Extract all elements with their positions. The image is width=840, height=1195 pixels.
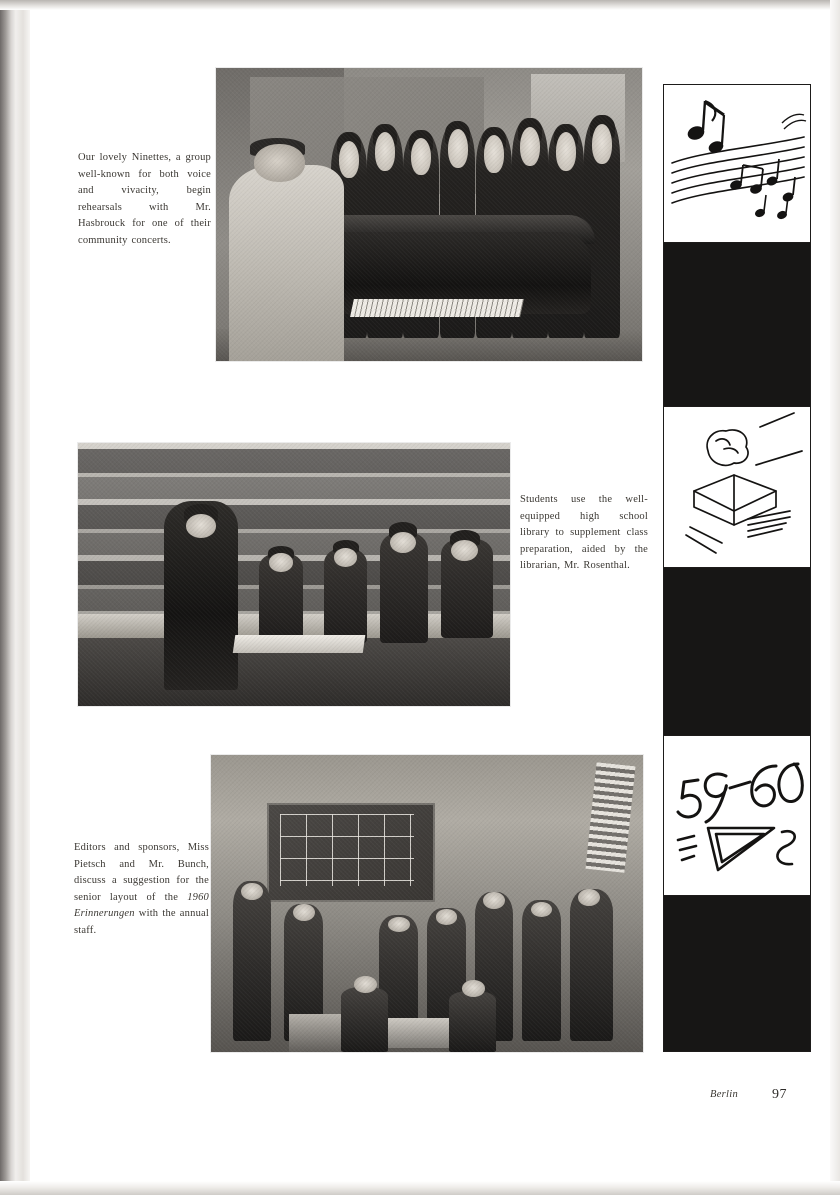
caption-editors xyxy=(74,840,209,939)
caption-library: Students use the well-equipped high school library to supplement class preparation, aided by the librarian, Mr. Rosenthal. xyxy=(520,494,648,571)
scan-edge-left xyxy=(0,0,16,1195)
black-panel-3 xyxy=(664,896,810,1051)
black-panel-1 xyxy=(664,243,810,407)
yearbook-59-60-drawing xyxy=(664,736,810,896)
illustration-strip xyxy=(663,84,811,1052)
photo-annual-staff-meeting xyxy=(211,755,643,1052)
page-number: 97 xyxy=(772,1087,787,1102)
photo-library-study xyxy=(78,443,510,706)
music-notes-drawing xyxy=(664,85,810,243)
scan-edge-right xyxy=(830,0,840,1195)
open-book-drawing xyxy=(664,407,810,568)
caption-editors-lead: Editors and sponsors, Miss Pietsch and Mr. Bunch, discuss a suggestion for the senior layout of the xyxy=(74,842,209,903)
scan-edge-left-inner xyxy=(16,0,30,1195)
caption-ninettes: Our lovely Ninettes, a group well-known for both voice and vivacity, begin rehearsals with Mr. Hasbrouck for one of their community concerts. xyxy=(78,152,211,246)
caption-editors-title: 1960 Erinnerungen xyxy=(74,891,209,919)
page-footer xyxy=(0,1089,840,1109)
black-panel-2 xyxy=(664,568,810,736)
footer-section-label: Berlin xyxy=(710,1089,739,1100)
caption-editors-tail: with the annual staff. xyxy=(74,908,209,936)
scan-edge-bottom xyxy=(0,1181,840,1195)
scan-edge-top xyxy=(0,0,840,10)
photo-ninettes-rehearsal xyxy=(216,68,642,361)
